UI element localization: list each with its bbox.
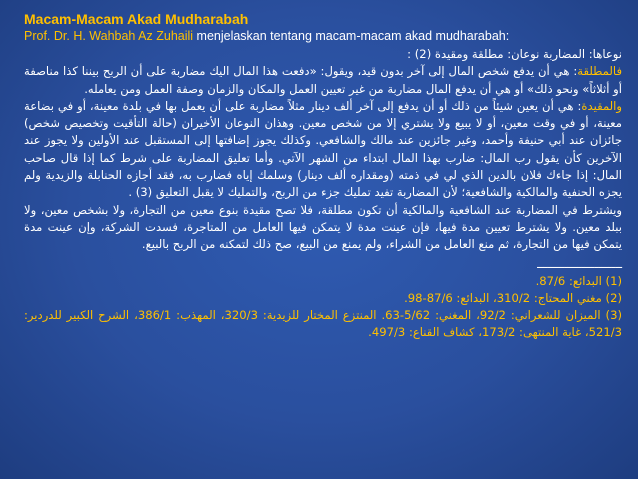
footnote-2-text: مغني المحتاج: 310/2، البدائع: 87/6-98.	[404, 290, 606, 305]
slide-title: Macam-Macam Akad Mudharabah	[24, 11, 249, 27]
footnote-3	[24, 307, 622, 342]
footnote-3-text: الميزان للشعراني: 92/2، المغني: 5/62-63. المنتزع المختار للزيدية: 320/3، المهذب: 386/1، الشرح الكبير للدردير: 521/3، غاية المنتهى: 173/2، كشاف القناع: 497/3.	[24, 308, 622, 340]
paragraph-muqayyada	[24, 98, 622, 202]
intro-author: Prof. Dr. H. Wahbah Az Zuhaili	[24, 29, 194, 43]
footnote-2-number: (2)	[605, 290, 622, 305]
paragraph-mutlaqa-text: : هي أن يدفع شخص المال إلى آخر بدون قيد، ويقول: «دفعت هذا المال اليك مضاربة على أن الربح بيننا كذا مناصفة أو أثلاثاً» ونحو ذلك» أو هي أن يدفع المال مضاربة من غير تعيين العمل والمكان والزمان وصفة العمل ومن يعامله.	[24, 64, 622, 96]
footnote-2	[24, 290, 622, 307]
paragraph-conditions: ويشترط في المضاربة عند الشافعية والمالكية أن تكون مطلقة، فلا تصح مقيدة بنوع معين من التجارة، ولا بشخص معين، ولا ببلد معين. ولا يشترط تعيين مدة فيها، فإن عينت مدة لا يتمكن فيها العامل من المتاجرة، فسدت الشركة، وإن عينت مدة يتمكن فيها من التجارة، ثم منع العامل من الشراء، ولم يمنع من البيع، صح ذلك لتمكنه من الربح بالبيع.	[24, 202, 622, 252]
term-mutlaqa: فالمطلقة	[577, 64, 622, 79]
footnote-1	[24, 273, 622, 290]
term-muqayyada: والمقيدة	[581, 98, 622, 113]
paragraph-mutlaqa	[24, 63, 622, 98]
slide	[24, 10, 622, 472]
footnote-1-text: البدائع: 87/6.	[535, 273, 606, 288]
slide-intro	[24, 28, 622, 45]
lead-line: نوعاها: المضاربة نوعان: مطلقة ومقيدة (2) :	[407, 47, 622, 61]
intro-text: menjelaskan tentang macam-macam akad mudharabah:	[193, 29, 510, 43]
footnote-1-number: (1)	[605, 273, 622, 288]
arabic-body	[24, 46, 622, 254]
footnotes	[24, 273, 622, 342]
footnote-separator: ـــــــــــــــــــــــــ	[537, 256, 622, 271]
footnote-3-number: (3)	[605, 308, 622, 323]
paragraph-muqayyada-text: : هي أن يعين شيئاً من ذلك أو أن يدفع إلى آخر ألف دينار مثلاً مضاربة على أن يعمل بها في بلدة معينة، أو في بضاعة معينة، أو في وقت معين، أو لا يبيع ولا يشتري إلا من شخص معين. وهذان النوعان الأخيران (حالة التأقيت وتخصيص شخص) جائزان عند أبي حنيفة وأحمد، وغير جائزين عند مالك والشافعي. وكذلك يجوز إضافتها إلى المستقبل عند الأولين ولا يجوز عند الآخرين كأن يقول رب المال: ضارب بهذا المال ابتداء من الشهر الآتي. وأما تعليق المضاربة على شرط كما إذا قال صاحب المال: إذا جاءك فلان بالدين الذي لي في ذمته (ومقداره ألف دينار) وسلمك إياه فضارب به، فقد أجازه الحنابلة والزيدية ولم يجزه الحنفية والمالكية والشافعية؛ لأن المضاربة تفيد تمليك جزء من الربح، والتمليك لا يقبل التعليق (3) .	[24, 98, 622, 200]
